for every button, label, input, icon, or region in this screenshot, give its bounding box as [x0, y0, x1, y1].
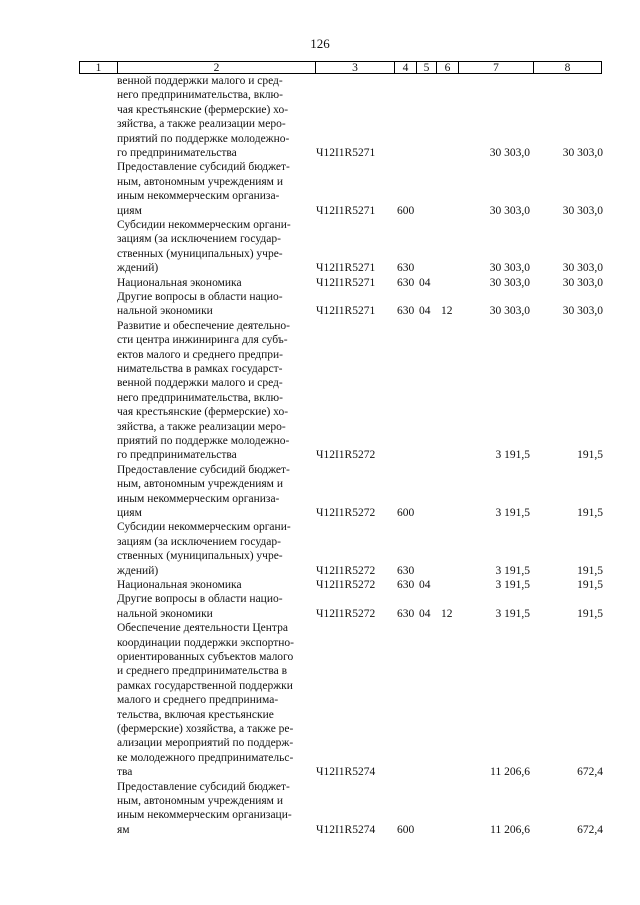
row-description: [117, 463, 314, 521]
row-code: Ч12I1R5274: [316, 766, 376, 779]
description-line: циям: [117, 204, 142, 217]
row-col-8: 191,5: [577, 506, 603, 519]
description-line: него предпринимательства, вклю-: [117, 89, 283, 102]
description-line: ориентированных субъектов малого: [117, 651, 294, 663]
description-line: ектов малого и среднего предпри-: [117, 348, 284, 361]
header-col-8: 8: [533, 61, 602, 74]
row-col-8: 30 303,0: [562, 147, 603, 159]
description-line: зациям (за исключением государ-: [117, 535, 281, 548]
table-row: [0, 319, 640, 463]
description-line: приятий по поддержке молодежно-: [117, 435, 290, 448]
row-description: [117, 578, 314, 592]
table-row: [0, 218, 640, 276]
description-line: Обеспечение деятельности Центра: [117, 622, 288, 635]
table-row: [0, 520, 640, 578]
row-col-5: 04: [419, 579, 431, 591]
row-col-4: 630: [397, 564, 415, 577]
row-description: [117, 160, 314, 218]
description-line: приятий по поддержке молодежно-: [117, 132, 290, 145]
header-col-6: 6: [436, 61, 458, 74]
table-row: [0, 276, 640, 290]
description-line: иным некоммерческим организа-: [117, 492, 280, 505]
description-line: сти центра инжиниринга для субъ-: [117, 334, 288, 347]
row-description: [117, 276, 314, 290]
header-col-1: 1: [79, 61, 117, 74]
table-row: [0, 578, 640, 592]
description-line: венной поддержки малого и сред-: [117, 75, 283, 87]
header-col-3: 3: [315, 61, 394, 74]
description-line: нимательства в рамках государст-: [117, 363, 283, 376]
description-line: Другие вопросы в области нацио-: [117, 593, 283, 606]
row-code: Ч12I1R5271: [316, 262, 376, 275]
description-line: (фермерские) хозяйства, а также ре-: [117, 723, 294, 736]
description-line: тва: [117, 766, 133, 779]
row-col-7: 3 191,5: [495, 564, 530, 577]
row-description: [117, 780, 314, 838]
table-row: [0, 621, 640, 779]
row-col-7: 30 303,0: [489, 147, 530, 159]
description-line: зациям (за исключением государ-: [117, 233, 281, 246]
row-col-4: 630: [397, 579, 415, 591]
row-col-8: 672,4: [577, 766, 603, 779]
row-col-6: 12: [441, 607, 453, 620]
row-col-8: 30 303,0: [562, 276, 603, 289]
row-col-7: 11 206,6: [490, 766, 530, 779]
row-col-8: 191,5: [577, 579, 603, 591]
row-col-7: 3 191,5: [495, 506, 530, 519]
description-line: чая крестьянские (фермерские) хо-: [117, 406, 289, 419]
row-description: [117, 621, 314, 779]
row-col-8: 672,4: [577, 823, 603, 836]
row-col-7: 3 191,5: [495, 579, 530, 591]
description-line: иным некоммерческим организаци-: [117, 809, 292, 822]
description-line: иным некоммерческим организа-: [117, 190, 280, 203]
row-code: Ч12I1R5272: [316, 449, 376, 462]
row-col-8: 191,5: [577, 449, 603, 462]
description-line: Субсидии некоммерческим органи-: [117, 219, 291, 231]
table-row: [0, 160, 640, 218]
row-col-8: 30 303,0: [562, 262, 603, 275]
row-code: Ч12I1R5272: [316, 579, 376, 591]
row-col-4: 600: [397, 823, 415, 836]
table-row: [0, 780, 640, 838]
row-col-6: 12: [441, 305, 453, 318]
description-line: чая крестьянские (фермерские) хо-: [117, 103, 289, 116]
description-line: малого и среднего предпринима-: [117, 694, 279, 707]
description-line: Развитие и обеспечение деятельно-: [117, 319, 290, 332]
row-code: Ч12I1R5271: [316, 147, 376, 159]
description-line: ственных (муниципальных) учре-: [117, 247, 283, 260]
description-line: зяйства, а также реализации меро-: [117, 118, 286, 131]
row-code: Ч12I1R5271: [316, 305, 376, 318]
row-col-7: 11 206,6: [490, 823, 530, 836]
description-line: рамках государственной поддержки: [117, 679, 293, 692]
row-description: [117, 319, 314, 463]
row-description: [117, 218, 314, 276]
row-code: Ч12I1R5272: [316, 564, 376, 577]
description-line: циям: [117, 507, 142, 520]
description-line: Субсидии некоммерческим органи-: [117, 521, 291, 534]
row-description: [117, 520, 314, 578]
row-description: [117, 290, 314, 319]
row-col-7: 3 191,5: [495, 449, 530, 462]
description-line: ждений): [117, 262, 159, 275]
row-col-5: 04: [419, 305, 431, 318]
description-line: и среднего предпринимательства в: [117, 665, 288, 678]
row-code: Ч12I1R5272: [316, 607, 376, 620]
row-col-4: 630: [397, 607, 415, 620]
description-line: ным, автономным учреждениям и: [117, 795, 283, 807]
description-line: ным, автономным учреждениям и: [117, 175, 283, 188]
table-row: [0, 290, 640, 319]
description-line: тельства, включая крестьянские: [117, 708, 274, 721]
description-line: координации поддержки экспортно-: [117, 636, 294, 649]
description-line: венной поддержки малого и сред-: [117, 377, 283, 390]
description-line: Национальная экономика: [117, 579, 242, 591]
description-line: ке молодежного предпринимательс-: [117, 751, 294, 764]
description-line: ализации мероприятий по поддерж-: [117, 737, 294, 750]
row-col-8: 30 303,0: [562, 204, 603, 217]
row-col-4: 630: [397, 276, 415, 289]
row-code: Ч12I1R5271: [316, 204, 376, 217]
row-col-8: 191,5: [577, 564, 603, 577]
row-description: [117, 74, 314, 160]
row-col-4: 600: [397, 506, 415, 519]
header-col-5: 5: [416, 61, 436, 74]
row-col-4: 630: [397, 305, 415, 318]
page-number: 126: [310, 36, 330, 51]
description-line: ным, автономным учреждениям и: [117, 478, 283, 491]
description-line: него предпринимательства, вклю-: [117, 391, 283, 404]
header-col-7: 7: [458, 61, 533, 74]
row-col-8: 30 303,0: [562, 305, 603, 318]
table-row: [0, 592, 640, 621]
row-col-8: 191,5: [577, 607, 603, 620]
description-line: ждений): [117, 564, 159, 577]
row-col-7: 3 191,5: [495, 607, 530, 620]
description-line: ственных (муниципальных) учре-: [117, 550, 283, 563]
row-code: Ч12I1R5271: [316, 276, 376, 289]
description-line: ям: [117, 823, 130, 836]
table-row: [0, 74, 640, 160]
row-col-4: 630: [397, 262, 415, 275]
description-line: нальной экономики: [117, 607, 213, 620]
row-col-5: 04: [419, 607, 431, 620]
header-col-4: 4: [394, 61, 416, 74]
description-line: го предпринимательства: [117, 147, 237, 160]
description-line: Другие вопросы в области нацио-: [117, 291, 283, 303]
row-code: Ч12I1R5274: [316, 823, 376, 836]
row-col-7: 30 303,0: [489, 204, 530, 217]
description-line: Национальная экономика: [117, 276, 242, 289]
row-col-7: 30 303,0: [489, 305, 530, 318]
row-code: Ч12I1R5272: [316, 506, 376, 519]
description-line: Предоставление субсидий бюджет-: [117, 161, 290, 174]
description-line: Предоставление субсидий бюджет-: [117, 780, 290, 793]
description-line: го предпринимательства: [117, 449, 237, 462]
table-row: [0, 463, 640, 521]
description-line: зяйства, а также реализации меро-: [117, 420, 286, 433]
row-col-5: 04: [419, 276, 431, 289]
description-line: нальной экономики: [117, 305, 213, 318]
row-col-7: 30 303,0: [489, 262, 530, 275]
row-description: [117, 592, 314, 621]
description-line: Предоставление субсидий бюджет-: [117, 463, 290, 476]
row-col-4: 600: [397, 204, 415, 217]
header-col-2: 2: [117, 61, 315, 74]
row-col-7: 30 303,0: [489, 276, 530, 289]
table-header: [79, 61, 602, 75]
